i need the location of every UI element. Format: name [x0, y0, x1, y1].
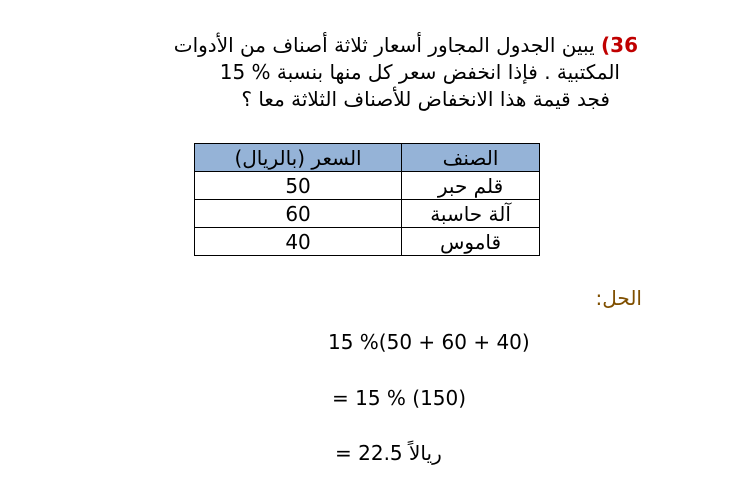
- solution-step-1: 15 %(50 + 60 + 40): [328, 330, 530, 354]
- cell-price: 60: [195, 200, 402, 228]
- problem-text-1: يبين الجدول المجاور أسعار ثلاثة أصناف من الأدوات: [173, 33, 595, 57]
- cell-price: 50: [195, 172, 402, 200]
- cell-item: آلة حاسبة: [402, 200, 540, 228]
- problem-line-2: المكتبية . فإذا انخفض سعر كل منها بنسبة % 15: [219, 60, 620, 84]
- table-row: [195, 228, 540, 256]
- table-row: [195, 172, 540, 200]
- cell-item: قلم حبر: [402, 172, 540, 200]
- header-item: الصنف: [402, 144, 540, 172]
- solution-step-3: = 22.5 ريالاً: [335, 441, 442, 465]
- prices-table: [194, 143, 540, 256]
- cell-price: 40: [195, 228, 402, 256]
- solution-step-2: = 15 % (150): [332, 386, 467, 410]
- question-number: 36): [601, 33, 638, 57]
- table-header-row: [195, 144, 540, 172]
- problem-line-3: فجد قيمة هذا الانخفاض للأصناف الثلاثة معا ؟: [241, 87, 610, 111]
- solution-label: الحل:: [595, 286, 642, 310]
- problem-line-1: [78, 32, 638, 59]
- cell-item: قاموس: [402, 228, 540, 256]
- table-row: [195, 200, 540, 228]
- problem-statement: [78, 32, 638, 113]
- header-price: السعر (بالريال): [195, 144, 402, 172]
